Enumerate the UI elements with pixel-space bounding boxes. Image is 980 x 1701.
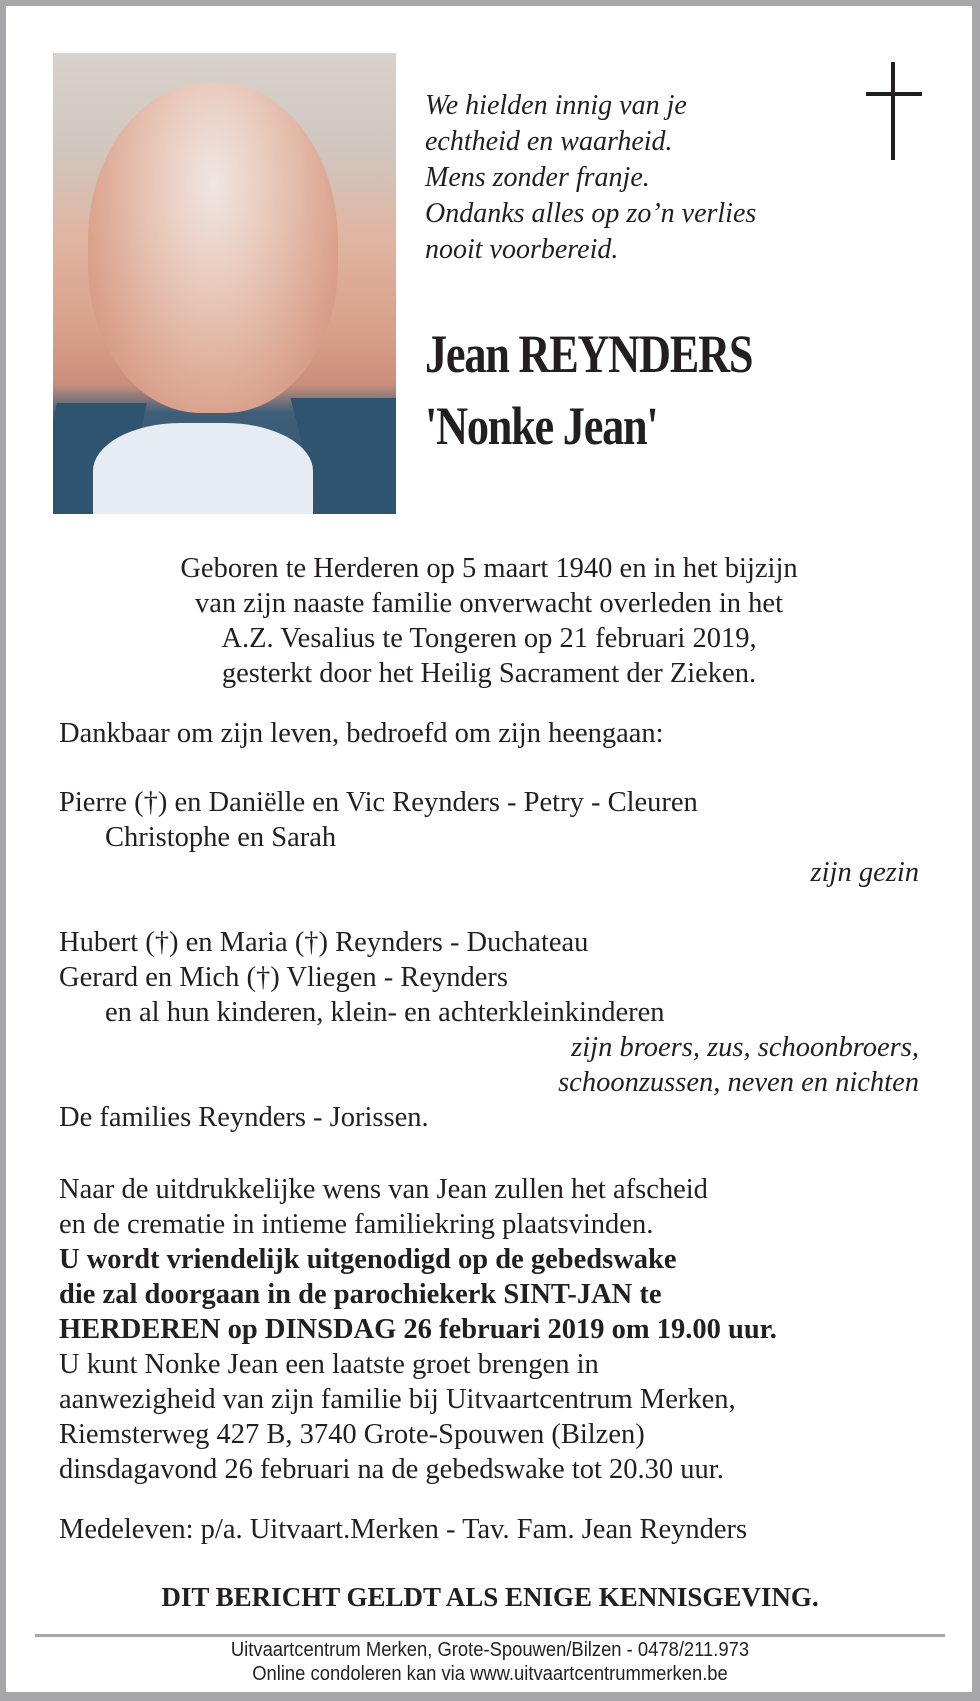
- family-line: Hubert (†) en Maria (†) Reynders - Duchateau: [59, 927, 589, 958]
- ceremony-line: Naar de uitdrukkelijke wens van Jean zullen het afscheid: [59, 1174, 708, 1205]
- ceremony-line: dinsdagavond 26 februari na de gebedswake tot 20.30 uur.: [59, 1454, 724, 1485]
- ceremony-line: Riemsterweg 427 B, 3740 Grote-Spouwen (Bilzen): [59, 1419, 645, 1450]
- full-name: Jean REYNDERS: [425, 324, 753, 384]
- poem-line: We hielden innig van je: [425, 90, 687, 121]
- footer-contact: Uitvaartcentrum Merken, Grote-Spouwen/Bilzen - 0478/211.973: [230, 1639, 750, 1661]
- family-line: Pierre (†) en Daniëlle en Vic Reynders - Petry - Cleuren: [59, 787, 698, 818]
- birth-death-info: [59, 551, 919, 691]
- family-line: De families Reynders - Jorissen.: [59, 1102, 429, 1133]
- intro: Dankbaar om zijn leven, bedroefd om zijn heengaan:: [59, 718, 664, 749]
- info-line: van zijn naaste familie onverwacht overleden in het: [195, 588, 783, 619]
- ceremony-line-bold: U wordt vriendelijk uitgenodigd op de gebedswake: [59, 1244, 677, 1275]
- deceased-name: [425, 318, 752, 462]
- poem-line: nooit voorbereid.: [425, 234, 619, 265]
- footer-divider: [35, 1634, 945, 1637]
- relation-label: schoonzussen, neven en nichten: [558, 1067, 919, 1098]
- family-line: en al hun kinderen, klein- en achterkleinkinderen: [105, 997, 665, 1028]
- family-gezin: [59, 785, 919, 890]
- portrait-photo: [53, 53, 396, 514]
- poem-line: echtheid en waarheid.: [425, 126, 673, 157]
- poem-line: Mens zonder franje.: [425, 162, 650, 193]
- footer: [39, 1638, 941, 1686]
- condolences-address: Medeleven: p/a. Uitvaart.Merken - Tav. Fam. Jean Reynders: [59, 1514, 748, 1545]
- info-line: Geboren te Herderen op 5 maart 1940 en in het bijzijn: [180, 553, 798, 584]
- ceremony-info: [59, 1172, 919, 1487]
- relation-label: zijn broers, zus, schoonbroers,: [571, 1032, 919, 1063]
- ceremony-line: U kunt Nonke Jean een laatste groet brengen in: [59, 1349, 599, 1380]
- nickname: 'Nonke Jean': [425, 396, 658, 456]
- info-line: A.Z. Vesalius te Tongeren op 21 februari 2019,: [221, 623, 757, 654]
- relation-label: zijn gezin: [810, 857, 919, 888]
- poem: [425, 88, 756, 268]
- family-siblings: [59, 925, 919, 1135]
- family-line: Gerard en Mich (†) Vliegen - Reynders: [59, 962, 508, 993]
- poem-line: Ondanks alles op zo’n verlies: [425, 198, 757, 229]
- photo-shirt: [93, 423, 313, 514]
- family-line: Christophe en Sarah: [105, 822, 337, 853]
- ceremony-line-bold: die zal doorgaan in de parochiekerk SINT-JAN te: [59, 1279, 662, 1310]
- info-line: gesterkt door het Heilig Sacrament der Zieken.: [221, 658, 757, 689]
- photo-face: [88, 83, 338, 413]
- cross-icon: [866, 62, 922, 160]
- notice-banner: DIT BERICHT GELDT ALS ENIGE KENNISGEVING.: [161, 1582, 819, 1612]
- ceremony-line-bold: HERDEREN op DINSDAG 26 februari 2019 om 19.00 uur.: [59, 1314, 777, 1345]
- footer-website: Online condoleren kan via www.uitvaartcentrummerken.be: [252, 1663, 728, 1685]
- ceremony-line: en de crematie in intieme familiekring plaatsvinden.: [59, 1209, 654, 1240]
- ceremony-line: aanwezigheid van zijn familie bij Uitvaartcentrum Merken,: [59, 1384, 736, 1415]
